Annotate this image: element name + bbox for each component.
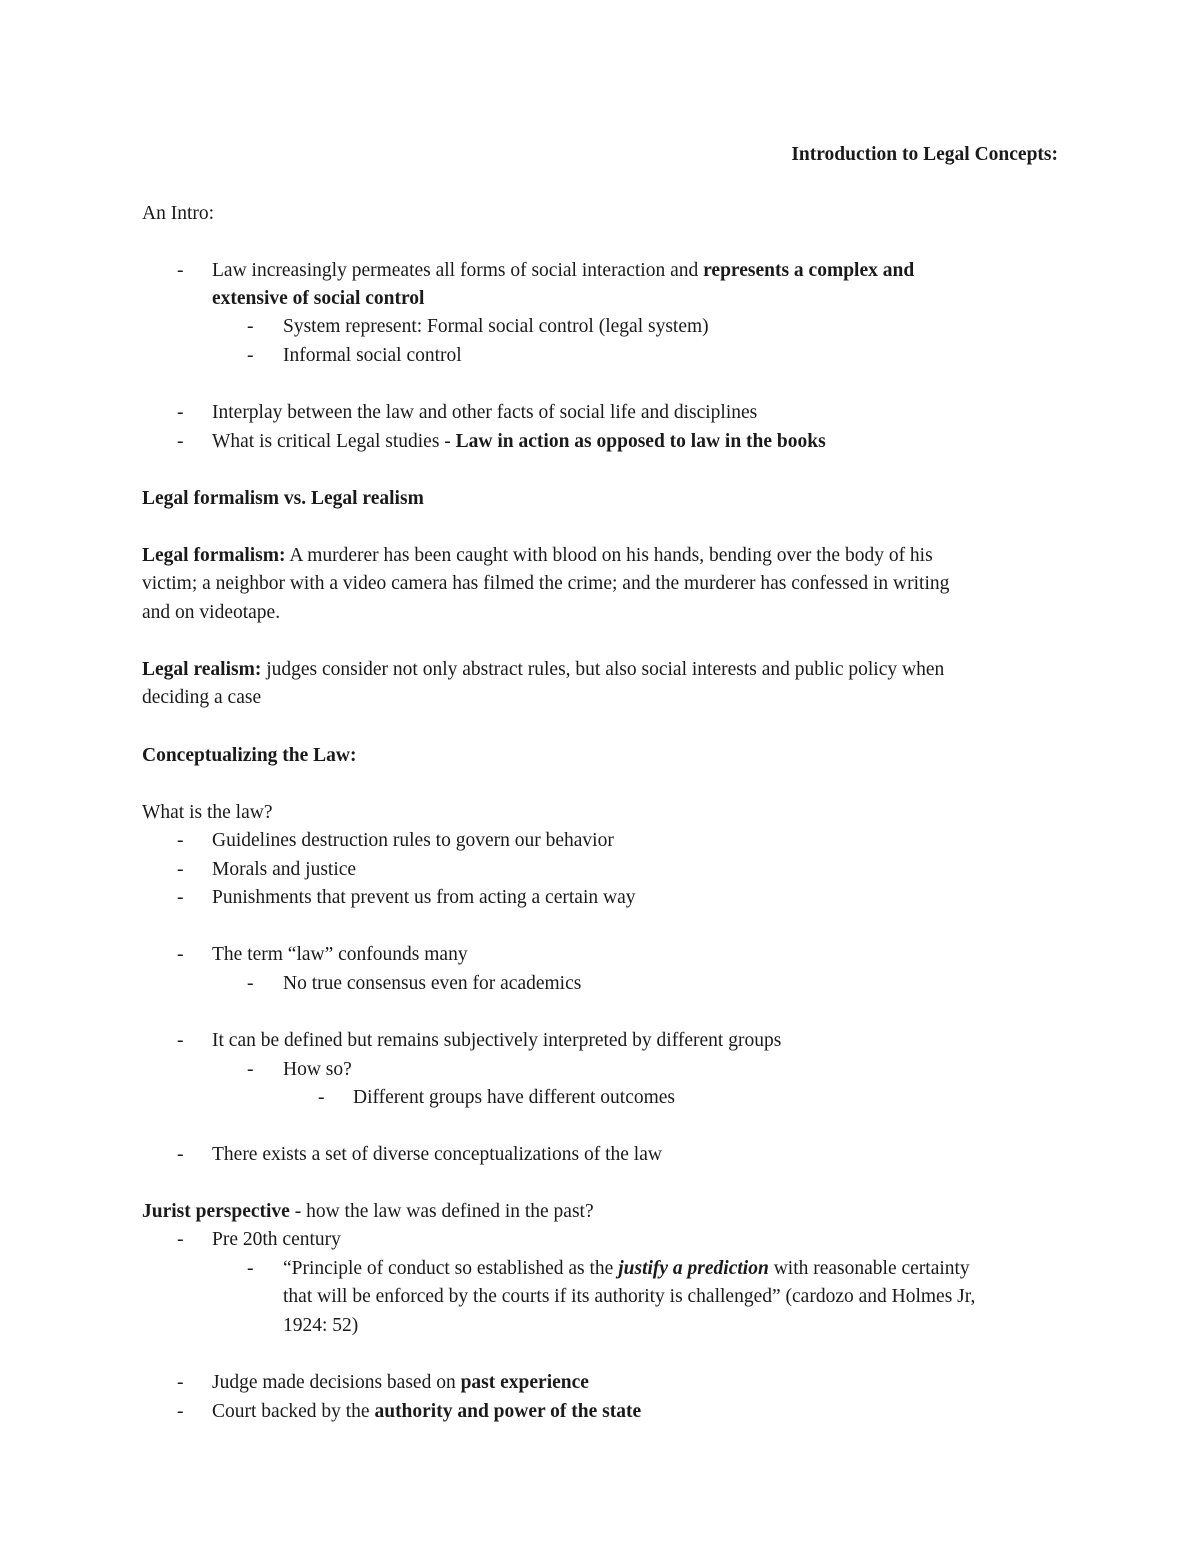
list-item-bold: extensive of social control [212,288,425,309]
list-item [212,1400,641,1424]
list-item: It can be defined but remains subjectively interpreted by different groups [212,1030,782,1051]
paragraph-text: judges consider not only abstract rules, but also social interests and public policy when [261,659,945,680]
bullet-dash: - [247,1258,254,1279]
list-item [212,1371,589,1395]
section-heading-text: Conceptualizing the Law: [142,745,357,766]
section-heading [142,487,424,511]
bullet-dash: - [177,402,184,423]
section-heading [142,1200,594,1224]
sub-list-item: Informal social control [283,345,462,366]
quote-line: that will be enforced by the courts if its authority is challenged” (cardozo and Holmes Jr, [283,1286,976,1307]
quote-text: “Principle of conduct so established as the [283,1258,619,1279]
list-item-bold: Law in action as opposed to law in the books [455,431,826,452]
list-item: Punishments that prevent us from acting a certain way [212,887,636,908]
list-item [212,259,914,283]
quote-line [283,1257,970,1281]
bullet-dash: - [247,316,254,337]
sub-list-item: No true consensus even for academics [283,973,582,994]
bullet-dash: - [177,1372,184,1393]
list-item: Interplay between the law and other facts of social life and disciplines [212,402,758,423]
quote-line: 1924: 52) [283,1315,359,1336]
list-item-text: Law increasingly permeates all forms of social interaction and [212,260,704,281]
question-text: What is the law? [142,802,273,823]
bullet-dash: - [177,1030,184,1051]
paragraph-line [142,658,944,682]
quote-emphasis: justify a prediction [618,1258,769,1279]
list-item-bold: authority and power of the state [374,1401,642,1422]
intro-heading: An Intro: [142,203,215,224]
list-item-bold: represents a complex and [703,260,915,281]
bullet-dash: - [247,1059,254,1080]
list-item: There exists a set of diverse conceptualizations of the law [212,1144,662,1165]
section-heading [142,744,357,768]
term-label: Legal formalism: [142,545,286,566]
paragraph-text: - how the law was defined in the past? [289,1201,594,1222]
sub-sub-list-item: Different groups have different outcomes [353,1087,676,1108]
list-item [212,430,826,454]
bullet-dash: - [177,260,184,281]
bullet-dash: - [177,1401,184,1422]
paragraph-text: A murderer has been caught with blood on his hands, bending over the body of his [285,545,933,566]
bullet-dash: - [247,973,254,994]
section-heading-text: Legal formalism vs. Legal realism [142,488,424,509]
list-item-continuation [212,287,424,311]
list-item-text: Court backed by the [212,1401,375,1422]
list-item-text: Judge made decisions based on [212,1372,461,1393]
bullet-dash: - [177,887,184,908]
bullet-dash: - [177,859,184,880]
bullet-dash: - [177,944,184,965]
list-item: Guidelines destruction rules to govern our behavior [212,830,614,851]
list-item-bold: past experience [460,1372,589,1393]
page-title: Introduction to Legal Concepts: [791,144,1058,165]
sub-list-item: How so? [283,1059,352,1080]
list-item: Morals and justice [212,859,357,880]
list-item: Pre 20th century [212,1229,341,1250]
bullet-dash: - [318,1087,325,1108]
bullet-dash: - [177,1144,184,1165]
list-item: The term “law” confounds many [212,944,468,965]
term-label: Jurist perspective [142,1201,290,1222]
bullet-dash: - [177,1229,184,1250]
bullet-dash: - [177,830,184,851]
list-item-text: What is critical Legal studies - [212,431,456,452]
quote-text: with reasonable certainty [768,1258,970,1279]
paragraph-line [142,544,933,568]
bullet-dash: - [177,431,184,452]
paragraph-line: deciding a case [142,687,262,708]
term-label: Legal realism: [142,659,262,680]
sub-list-item: System represent: Formal social control (legal system) [283,316,709,337]
bullet-dash: - [247,345,254,366]
paragraph-line: victim; a neighbor with a video camera has filmed the crime; and the murderer has confessed in writing [142,573,950,594]
paragraph-line: and on videotape. [142,602,281,623]
